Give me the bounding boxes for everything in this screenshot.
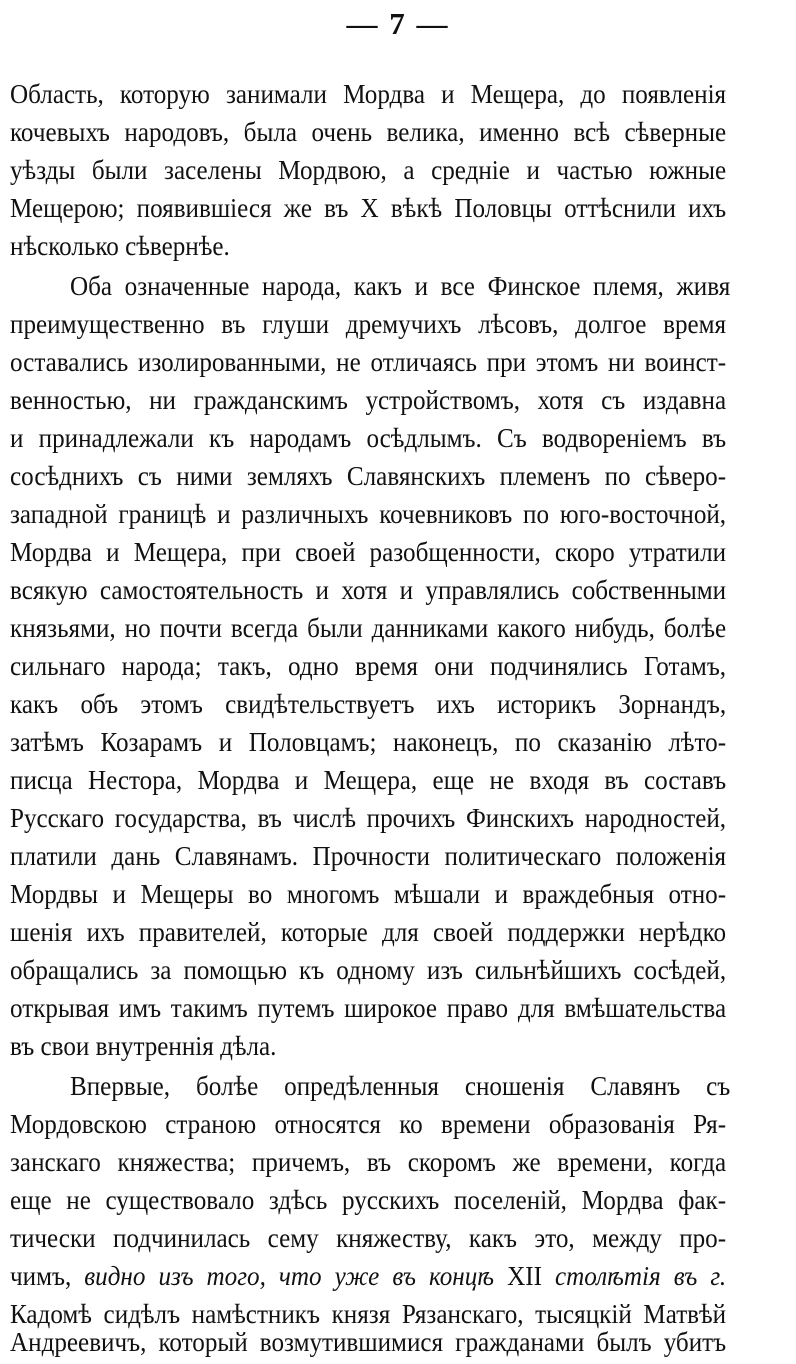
text-line: сосѣднихъ съ ними земляхъ Славянскихъ племенъ по сѣверо- xyxy=(10,461,727,491)
text-line: преимущественно въ глуши дремучихъ лѣсовъ, долгое время xyxy=(10,309,727,339)
text-line: нѣсколько сѣвернѣе. xyxy=(10,231,230,261)
text-line: Мордвы и Мещеры во многомъ мѣшали и враждебныя отно- xyxy=(10,879,727,909)
text-line: уѣзды были заселены Мордвою, а средніе и частью южные xyxy=(10,155,727,185)
text-line: Кадомѣ сидѣлъ намѣстникъ князя Рязанскаго, тысяцкій Матвѣй xyxy=(10,1299,727,1329)
text-line: и принадлежали къ народамъ осѣдлымъ. Съ водвореніемъ въ xyxy=(10,423,727,453)
text-line: открывая имъ такимъ путемъ широкое право для вмѣшательства xyxy=(10,993,727,1023)
text-span: XII xyxy=(494,1261,555,1291)
text-line: Впервые, болѣе опредѣленныя сношенія Славянъ съ xyxy=(70,1071,731,1101)
text-line: тически подчинилась сему княжеству, какъ это, между про- xyxy=(10,1223,727,1253)
text-line: князьями, но почти всегда были данниками какого нибудь, болѣе xyxy=(10,613,727,643)
italic-text-span: видно изъ того, что уже въ концѣ xyxy=(84,1261,495,1291)
text-line: сильнаго народа; такъ, одно время они подчинялись Готамъ, xyxy=(10,651,727,681)
text-line: всякую самостоятельность и хотя и управлялись собственными xyxy=(10,575,727,605)
text-line: венностью, ни гражданскимъ устройствомъ, хотя съ издавна xyxy=(10,385,727,415)
text-line: въ свои внутреннія дѣла. xyxy=(10,1031,277,1061)
italic-text-span: столѣтія въ г. xyxy=(554,1261,727,1291)
text-line: Русскаго государства, въ числѣ прочихъ Финскихъ народностей, xyxy=(10,803,727,833)
text-line: Область, которую занимали Мордва и Мещера, до появленія xyxy=(10,79,727,109)
text-line: западной границѣ и различныхъ кочевниковъ по юго-восточной, xyxy=(10,499,727,529)
text-line: занскаго княжества; причемъ, въ скоромъ же времени, когда xyxy=(10,1147,727,1177)
text-line-with-italics xyxy=(10,1256,726,1296)
text-line: Мордва и Мещера, при своей разобщенности, скоро утратили xyxy=(10,537,727,567)
text-line: платили дань Славянамъ. Прочности политическаго положенія xyxy=(10,841,727,871)
text-line: Мещерою; появившіеся же въ X вѣкѣ Половцы оттѣснили ихъ xyxy=(10,193,727,223)
text-line: еще не существовало здѣсь русскихъ поселеній, Мордва фак- xyxy=(10,1185,727,1215)
text-line: оставались изолированными, не отличаясь при этомъ ни воинст- xyxy=(10,347,727,377)
page-number: — 7 — xyxy=(346,6,450,41)
text-line: обращались за помощью къ одному изъ сильнѣйшихъ сосѣдей, xyxy=(10,955,727,985)
text-line: Мордовскою страною относятся ко времени образованія Ря- xyxy=(10,1109,727,1139)
text-line: писца Нестора, Мордва и Мещера, еще не входя въ составъ xyxy=(10,765,727,795)
text-line: Оба означенные народа, какъ и все Финское племя, живя xyxy=(70,271,731,301)
text-line: шенія ихъ правителей, которые для своей поддержки нерѣдко xyxy=(10,917,727,947)
text-span: чимъ, xyxy=(10,1261,85,1291)
text-line: Андреевичъ, который возмутившимися гражданами былъ убитъ xyxy=(10,1327,727,1357)
text-line: какъ объ этомъ свидѣтельствуетъ ихъ историкъ Зорнандъ, xyxy=(10,689,727,719)
text-line: затѣмъ Козарамъ и Половцамъ; наконецъ, по сказанію лѣто- xyxy=(10,727,727,757)
text-line: кочевыхъ народовъ, была очень велика, именно всѣ сѣверные xyxy=(10,117,727,147)
